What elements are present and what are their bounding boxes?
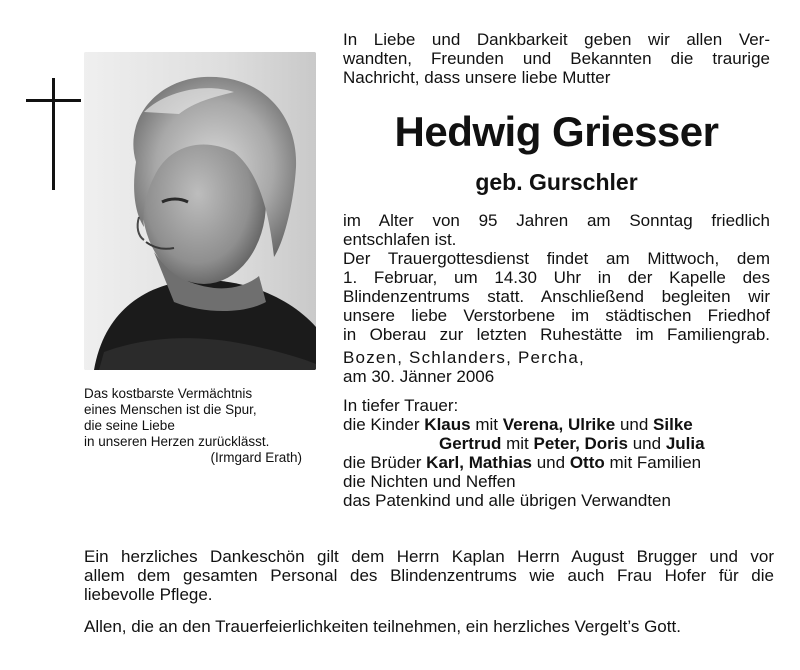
portrait-illustration — [84, 52, 316, 370]
brothers-suffix: mit Familien — [609, 453, 702, 472]
child-name: Klaus — [424, 415, 471, 434]
details-line: 1. Februar, um 14.30 Uhr in der Kapelle des — [343, 268, 770, 287]
quote-line: in unseren Herzen zurücklässt. — [84, 434, 270, 449]
quote-line: Das kostbarste Vermächtnis — [84, 386, 253, 401]
mourners-nieces-line: die Nichten und Neffen — [343, 472, 516, 491]
header-line: Nachricht, dass unsere liebe Mutter — [343, 68, 611, 87]
maiden-name: geb. Gurschler — [475, 169, 638, 195]
partner-names: Peter, Doris — [533, 434, 628, 453]
mourners-relatives-line: das Patenkind und alle übrigen Verwandten — [343, 491, 671, 510]
quote-author: (Irmgard Erath) — [210, 450, 302, 465]
thanks-line: allem dem gesamten Personal des Blindenzentrums wie auch Frau Hofer für die — [84, 566, 774, 585]
header-line: In Liebe und Dankbarkeit geben wir allen Ver- — [343, 30, 770, 49]
partner-names: Verena, Ulrike — [502, 415, 616, 434]
connector-text: und — [619, 415, 649, 434]
thanks-closing: Allen, die an den Trauerfeierlichkeiten teilnehmen, ein herzliches Vergelt’s Gott. — [84, 617, 681, 636]
details-line: im Alter von 95 Jahren am Sonntag friedlich — [343, 211, 770, 230]
thanks-line: Ein herzliches Dankeschön gilt dem Herrn Kaplan Herrn August Brugger und vor — [84, 547, 774, 566]
details-paragraph — [343, 211, 770, 344]
brother-names: Karl, Mathias — [426, 453, 532, 472]
connector-text: mit — [475, 415, 498, 434]
portrait-photo — [84, 52, 316, 370]
child-name: Julia — [665, 434, 705, 453]
thanks-section — [84, 547, 774, 636]
connector-text: und — [632, 434, 662, 453]
mourners-children-line-2 — [343, 434, 770, 453]
mourners-children-line — [343, 415, 770, 434]
brothers-prefix: die Brüder — [343, 453, 422, 472]
details-line: unsere liebe Verstorbene im städtischen Friedhof — [343, 306, 770, 325]
details-line: entschlafen ist. — [343, 230, 457, 249]
cross-horizontal-bar — [26, 99, 81, 102]
header-paragraph — [343, 30, 770, 87]
quote-line: eines Menschen ist die Spur, — [84, 402, 257, 417]
mourners-intro: In tiefer Trauer: — [343, 396, 459, 415]
announcement-column — [343, 30, 770, 510]
cross-vertical-bar — [52, 78, 55, 190]
connector-text: mit — [506, 434, 529, 453]
places-line: Bozen, Schlanders, Percha, — [343, 348, 585, 367]
thanks-line: liebevolle Pflege. — [84, 585, 213, 604]
deceased-name: Hedwig Griesser — [394, 108, 719, 155]
child-name: Gertrud — [439, 434, 502, 453]
brother-name: Otto — [569, 453, 605, 472]
child-name: Silke — [653, 415, 693, 434]
children-prefix: die Kinder — [343, 415, 420, 434]
mourners-list — [343, 396, 770, 510]
place-date — [343, 348, 770, 386]
mourners-brothers-line — [343, 453, 770, 472]
details-line: in Oberau zur letzten Ruhestätte im Familiengrab. — [343, 325, 770, 344]
connector-text: und — [536, 453, 566, 472]
header-line: wandten, Freunden und Bekannten die traurige — [343, 49, 770, 68]
details-line: Der Trauergottesdienst findet am Mittwoch, dem — [343, 249, 770, 268]
quote-line: die seine Liebe — [84, 418, 175, 433]
date-line: am 30. Jänner 2006 — [343, 367, 495, 386]
details-line: Blindenzentrums statt. Anschließend begleiten wir — [343, 287, 770, 306]
memorial-quote — [84, 386, 316, 466]
